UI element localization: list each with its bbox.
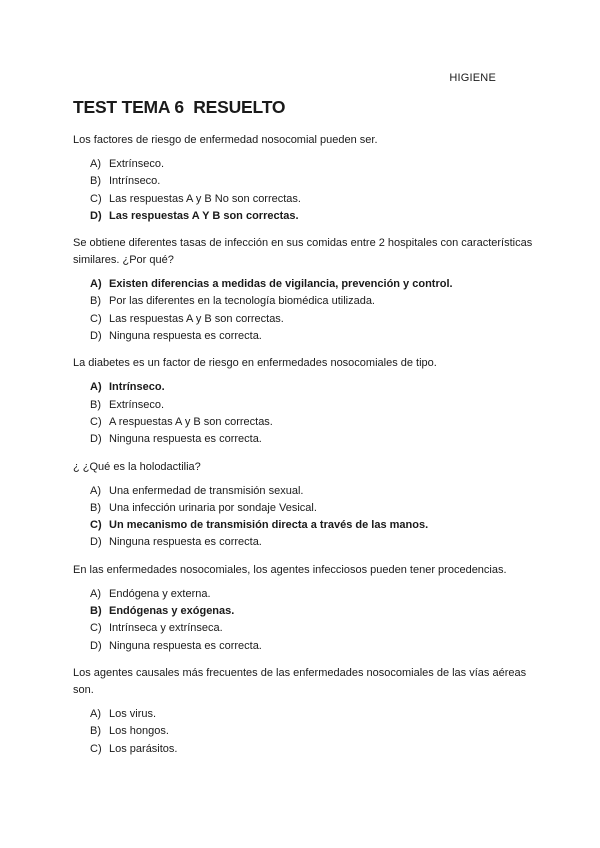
option-text: A respuestas A y B son correctas. <box>109 415 273 428</box>
option-text: Las respuestas A y B son correctas. <box>109 312 284 325</box>
answer-option-correct <box>90 208 533 225</box>
answer-option <box>90 500 533 517</box>
option-letter: B) <box>90 501 101 514</box>
option-letter: D) <box>90 433 102 446</box>
answer-option <box>90 414 533 431</box>
option-letter: D) <box>90 536 102 549</box>
option-text: Intrínseco. <box>109 175 161 188</box>
answer-option <box>90 328 533 345</box>
answer-option <box>90 311 533 328</box>
option-letter: A) <box>90 278 102 291</box>
option-letter: B) <box>90 398 101 411</box>
option-letter: C) <box>90 192 102 205</box>
option-letter: B) <box>90 295 101 308</box>
option-letter: B) <box>90 605 102 618</box>
question-1 <box>73 132 533 225</box>
question-text: Los factores de riesgo de enfermedad nosocomial pueden ser. <box>73 134 378 146</box>
question-text: ¿ ¿Qué es la holodactilia? <box>73 460 201 473</box>
answer-options <box>73 483 533 552</box>
answer-option <box>90 173 533 190</box>
answer-options <box>73 276 533 345</box>
option-letter: B) <box>90 725 101 738</box>
answer-option-correct <box>90 276 533 293</box>
option-letter: D) <box>90 209 102 222</box>
question-text: La diabetes es un factor de riesgo en enfermedades nosocomiales de tipo. <box>73 357 437 370</box>
option-text: Por las diferentes en la tecnología biomédica utilizada. <box>109 295 375 308</box>
answer-option <box>90 586 533 603</box>
answer-option <box>90 156 533 173</box>
page-title: TEST TEMA 6 RESUELTO <box>73 97 286 117</box>
option-letter: A) <box>90 484 101 497</box>
option-letter: A) <box>90 587 101 600</box>
answer-option <box>90 723 533 740</box>
option-text: Ninguna respuesta es correcta. <box>109 639 262 652</box>
answer-option <box>90 706 533 723</box>
option-text: Endógena y externa. <box>109 587 211 600</box>
option-text: Extrínseco. <box>109 158 165 170</box>
answer-option <box>90 620 533 637</box>
option-text: Los virus. <box>109 707 157 720</box>
option-letter: D) <box>90 330 102 343</box>
option-letter: C) <box>90 519 102 532</box>
answer-option <box>90 397 533 414</box>
answer-option-correct <box>90 379 533 396</box>
question-4 <box>73 459 533 552</box>
option-text: Endógenas y exógenas. <box>109 605 235 618</box>
option-text: Intrínseca y extrínseca. <box>109 622 223 635</box>
answer-option-correct <box>90 517 533 534</box>
question-text: En las enfermedades nosocomiales, los agentes infecciosos pueden tener procedencias. <box>73 563 507 576</box>
answer-option <box>90 191 533 208</box>
question-text: Los agentes causales más frecuentes de las enfermedades nosocomiales de las vías aéreas son. <box>73 666 527 696</box>
answer-options <box>73 586 533 655</box>
answer-option <box>90 638 533 655</box>
answer-option <box>90 741 533 758</box>
question-list <box>73 132 533 768</box>
option-letter: C) <box>90 622 102 635</box>
option-text: Un mecanismo de transmisión directa a través de las manos. <box>109 519 429 532</box>
answer-option-correct <box>90 603 533 620</box>
option-letter: B) <box>90 175 101 188</box>
option-letter: A) <box>90 707 101 720</box>
answer-options <box>73 156 533 225</box>
option-letter: C) <box>90 742 102 755</box>
answer-option <box>90 534 533 551</box>
option-text: Extrínseco. <box>109 398 165 411</box>
question-5 <box>73 562 533 655</box>
header-subject-label: HIGIENE <box>449 72 496 84</box>
answer-options <box>73 706 533 758</box>
option-text: Existen diferencias a medidas de vigilancia, prevención y control. <box>109 278 453 291</box>
answer-options <box>73 379 533 448</box>
option-text: Las respuestas A y B No son correctas. <box>109 192 301 205</box>
option-text: Una enfermedad de transmisión sexual. <box>109 484 304 497</box>
option-letter: D) <box>90 639 102 652</box>
option-text: Las respuestas A Y B son correctas. <box>109 209 299 222</box>
option-letter: A) <box>90 158 101 170</box>
question-6 <box>73 665 533 758</box>
answer-option <box>90 431 533 448</box>
option-letter: A) <box>90 381 102 394</box>
option-text: Los parásitos. <box>109 742 178 755</box>
option-text: Ninguna respuesta es correcta. <box>109 433 262 446</box>
question-3 <box>73 355 533 448</box>
option-text: Ninguna respuesta es correcta. <box>109 330 262 343</box>
answer-option <box>90 483 533 500</box>
option-text: Una infección urinaria por sondaje Vesical. <box>109 501 317 514</box>
answer-option <box>90 293 533 310</box>
question-2 <box>73 235 533 345</box>
option-text: Ninguna respuesta es correcta. <box>109 536 262 549</box>
option-text: Intrínseco. <box>109 381 165 394</box>
option-text: Los hongos. <box>109 725 169 738</box>
question-text: Se obtiene diferentes tasas de infección en sus comidas entre 2 hospitales con características similares. ¿Por qué? <box>73 237 533 267</box>
option-letter: C) <box>90 415 102 428</box>
option-letter: C) <box>90 312 102 325</box>
